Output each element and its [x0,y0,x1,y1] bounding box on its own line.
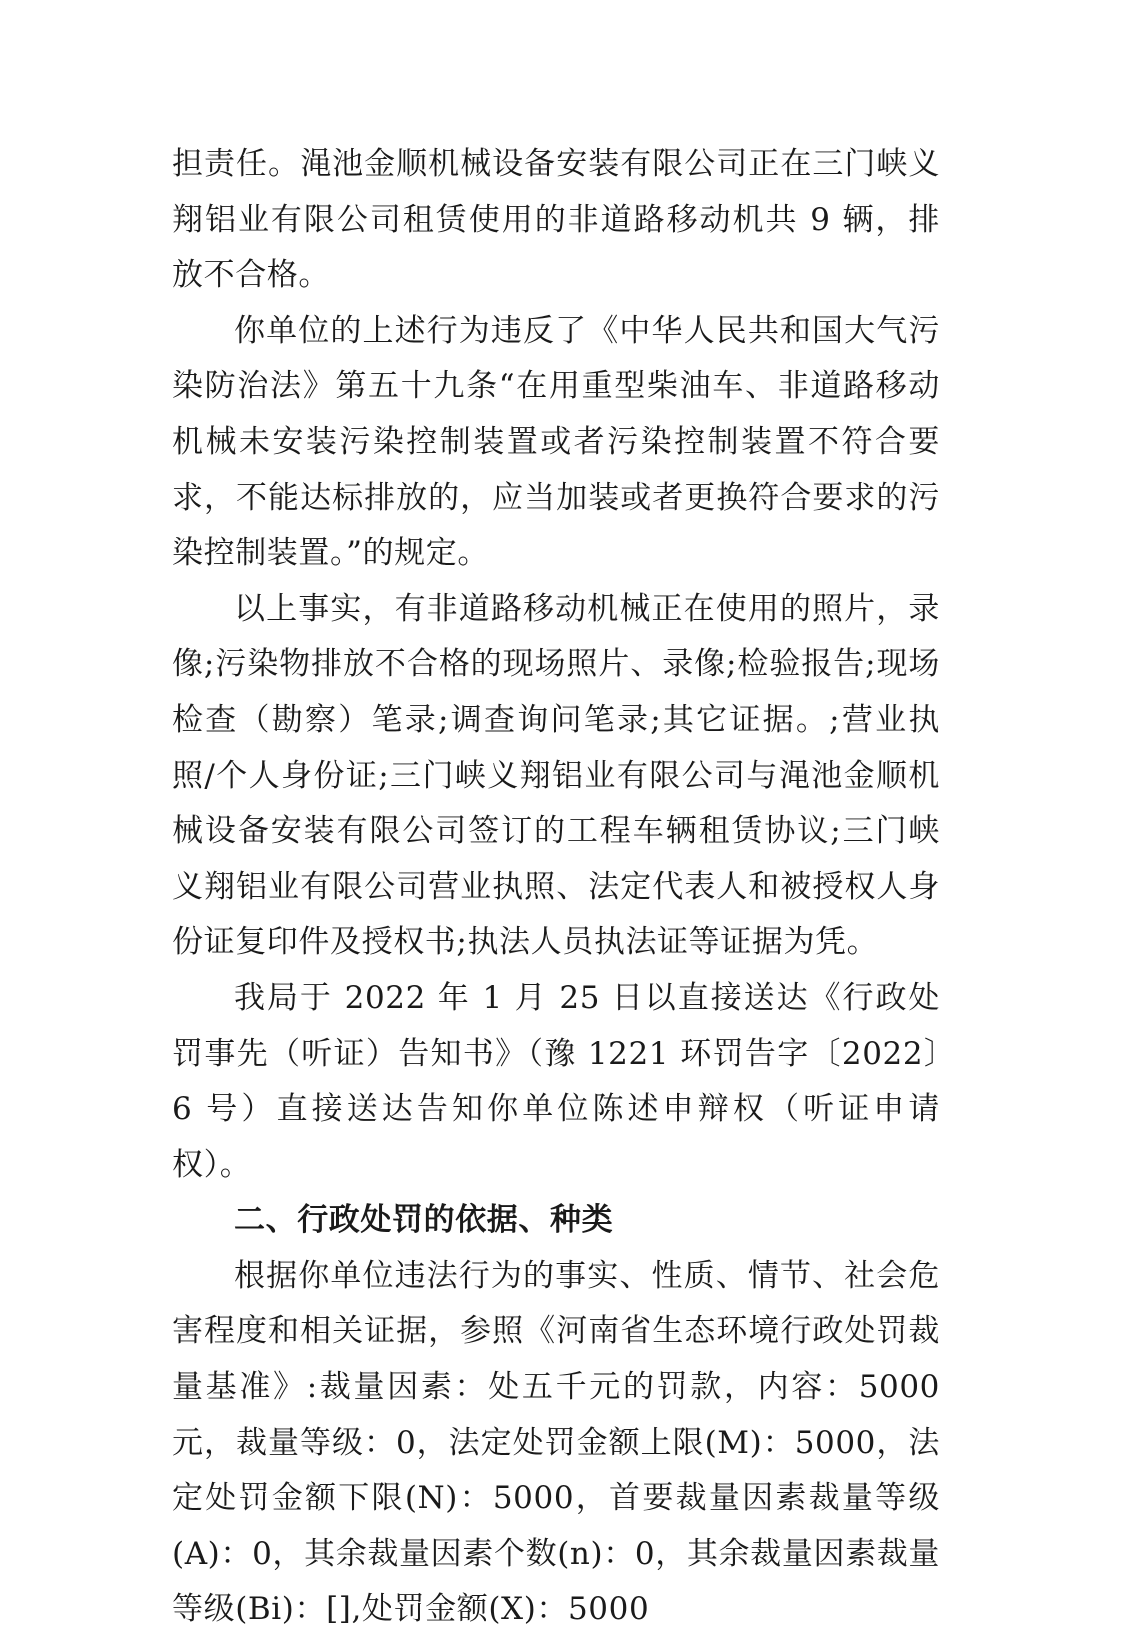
document-page [172,137,940,1638]
paragraph-penalty-basis: 根据你单位违法行为的事实、性质、情节、社会危害程度和相关证据，参照《河南省生态环境行政处罚裁量基准》:裁量因素：处五千元的罚款，内容：5000 元，裁量等级：0，法定处罚金额上限(M)：5000，法定处罚金额下限(N)：5000，首要裁量因素裁量等级(A)：0，其余裁量因素个数(n)：0，其余裁量因素裁量等级(Bi)：[],处罚金额(X)：5000 [172,1257,940,1628]
paragraph-violation: 你单位的上述行为违反了《中华人民共和国大气污染防治法》第五十九条“在用重型柴油车、非道路移动机械未安装污染控制装置或者污染控制装置不符合要求，不能达标排放的，应当加装或者更换符合要求的污染控制装置。”的规定。 [172,312,940,572]
paragraph-evidence: 以上事实，有非道路移动机械正在使用的照片，录像;污染物排放不合格的现场照片、录像;检验报告;现场检查（勘察）笔录;调查询问笔录;其它证据。;营业执照/个人身份证;三门峡义翔铝业有限公司与渑池金顺机械设备安装有限公司签订的工程车辆租赁协议;三门峡义翔铝业有限公司营业执照、法定代表人和被授权人身份证复印件及授权书;执法人员执法证等证据为凭。 [172,590,940,961]
section-heading: 二、行政处罚的依据、种类 [234,1202,614,1239]
paragraph-notice: 我局于 2022 年 1 月 25 日以直接送达《行政处罚事先（听证）告知书》（豫 1221 环罚告字〔2022〕6 号）直接送达告知你单位陈述申辩权（听证申请权）。 [172,979,940,1183]
paragraph-continuation: 担责任。渑池金顺机械设备安装有限公司正在三门峡义翔铝业有限公司租赁使用的非道路移动机共 9 辆，排放不合格。 [172,146,940,294]
